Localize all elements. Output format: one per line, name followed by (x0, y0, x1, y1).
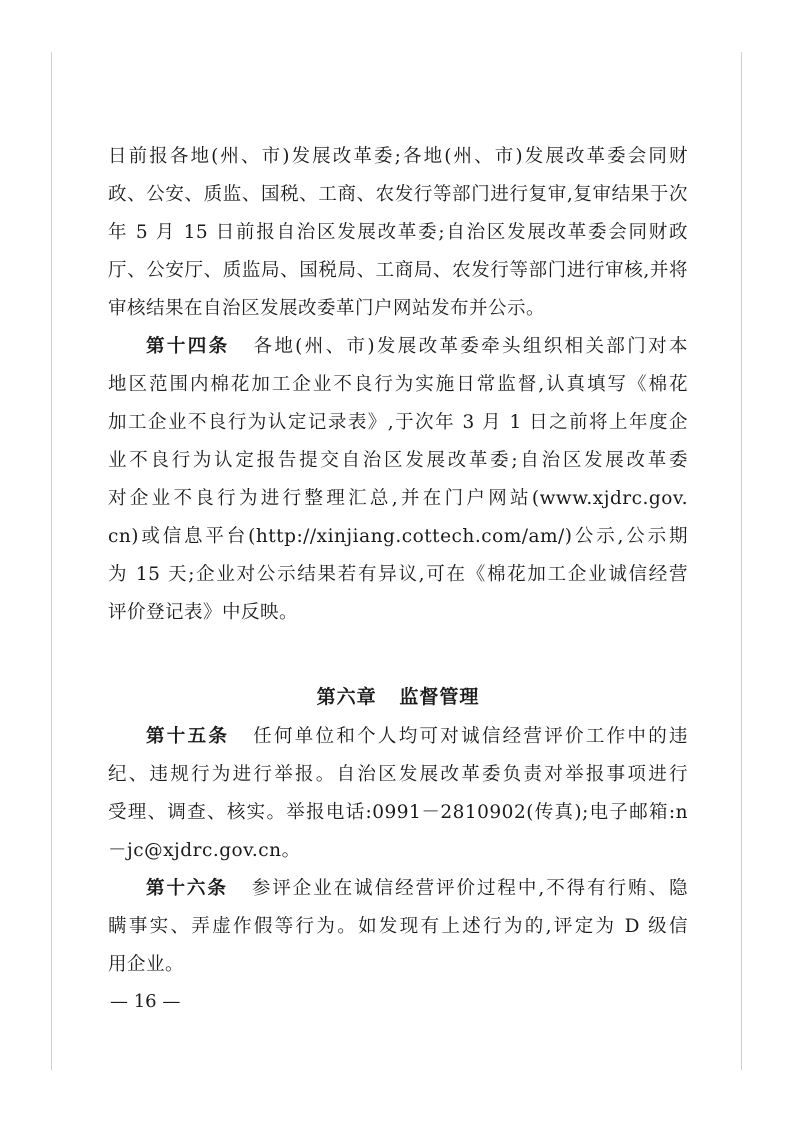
text-line: 政、公安、质监、国税、工商、农发行等部门进行复审,复审结果于次 (108, 184, 688, 205)
text-line: 用企业。 (108, 954, 185, 975)
text-line: 地区范围内棉花加工企业不良行为实施日常监督,认真填写《棉花 (108, 374, 688, 395)
text-line: cn)或信息平台(http://xinjiang.cottech.com/am/)公示,公示期 (108, 526, 688, 547)
text-line: 年 5 月 15 日前报自治区发展改革委;自治区发展改革委会同财政 (108, 222, 688, 243)
text-line: 业不良行为认定报告提交自治区发展改革委;自治区发展改革委 (108, 450, 688, 471)
text-line: 瞒事实、弄虚作假等行为。如发现有上述行为的,评定为 D 级信 (108, 916, 688, 937)
text-line: 为 15 天;企业对公示结果若有异议,可在《棉花加工企业诚信经营 (108, 564, 688, 585)
text-span: 任何单位和个人均可对诚信经营评价工作中的违 (253, 726, 688, 747)
text-line: 审核结果在自治区发展改委革门户网站发布并公示。 (108, 298, 546, 319)
article-first-line (146, 877, 688, 901)
text-line: 日前报各地(州、市)发展改革委;各地(州、市)发展改革委会同财 (108, 146, 688, 167)
article-first-line (146, 335, 688, 359)
text-line: 评价登记表》中反映。 (108, 602, 299, 623)
article-label: 第十五条 (146, 726, 230, 747)
article-label: 第十六条 (146, 878, 228, 899)
text-line: 加工企业不良行为认定记录表》,于次年 3 月 1 日之前将上年度企 (108, 412, 688, 433)
right-margin-rule (741, 52, 742, 1070)
text-line: 厅、公安厅、质监局、国税局、工商局、农发行等部门进行审核,并将 (108, 260, 688, 281)
text-line: 对企业不良行为进行整理汇总,并在门户网站(www.xjdrc.gov. (108, 488, 688, 509)
text-line: －jc@xjdrc.gov.cn。 (108, 840, 301, 861)
left-margin-rule (51, 52, 52, 1070)
text-line: 纪、违规行为进行举报。自治区发展改革委负责对举报事项进行 (108, 764, 688, 785)
article-label: 第十四条 (146, 336, 230, 357)
text-span: 参评企业在诚信经营评价过程中,不得有行贿、隐 (251, 878, 688, 899)
text-span: 各地(州、市)发展改革委牵头组织相关部门对本 (253, 336, 688, 357)
text-line: 受理、调查、核实。举报电话:0991－2810902(传真);电子邮箱:n (108, 802, 688, 823)
chapter-heading: 第六章 监督管理 (316, 686, 480, 708)
page-number: — 16 — (110, 991, 181, 1012)
article-first-line (146, 725, 688, 749)
